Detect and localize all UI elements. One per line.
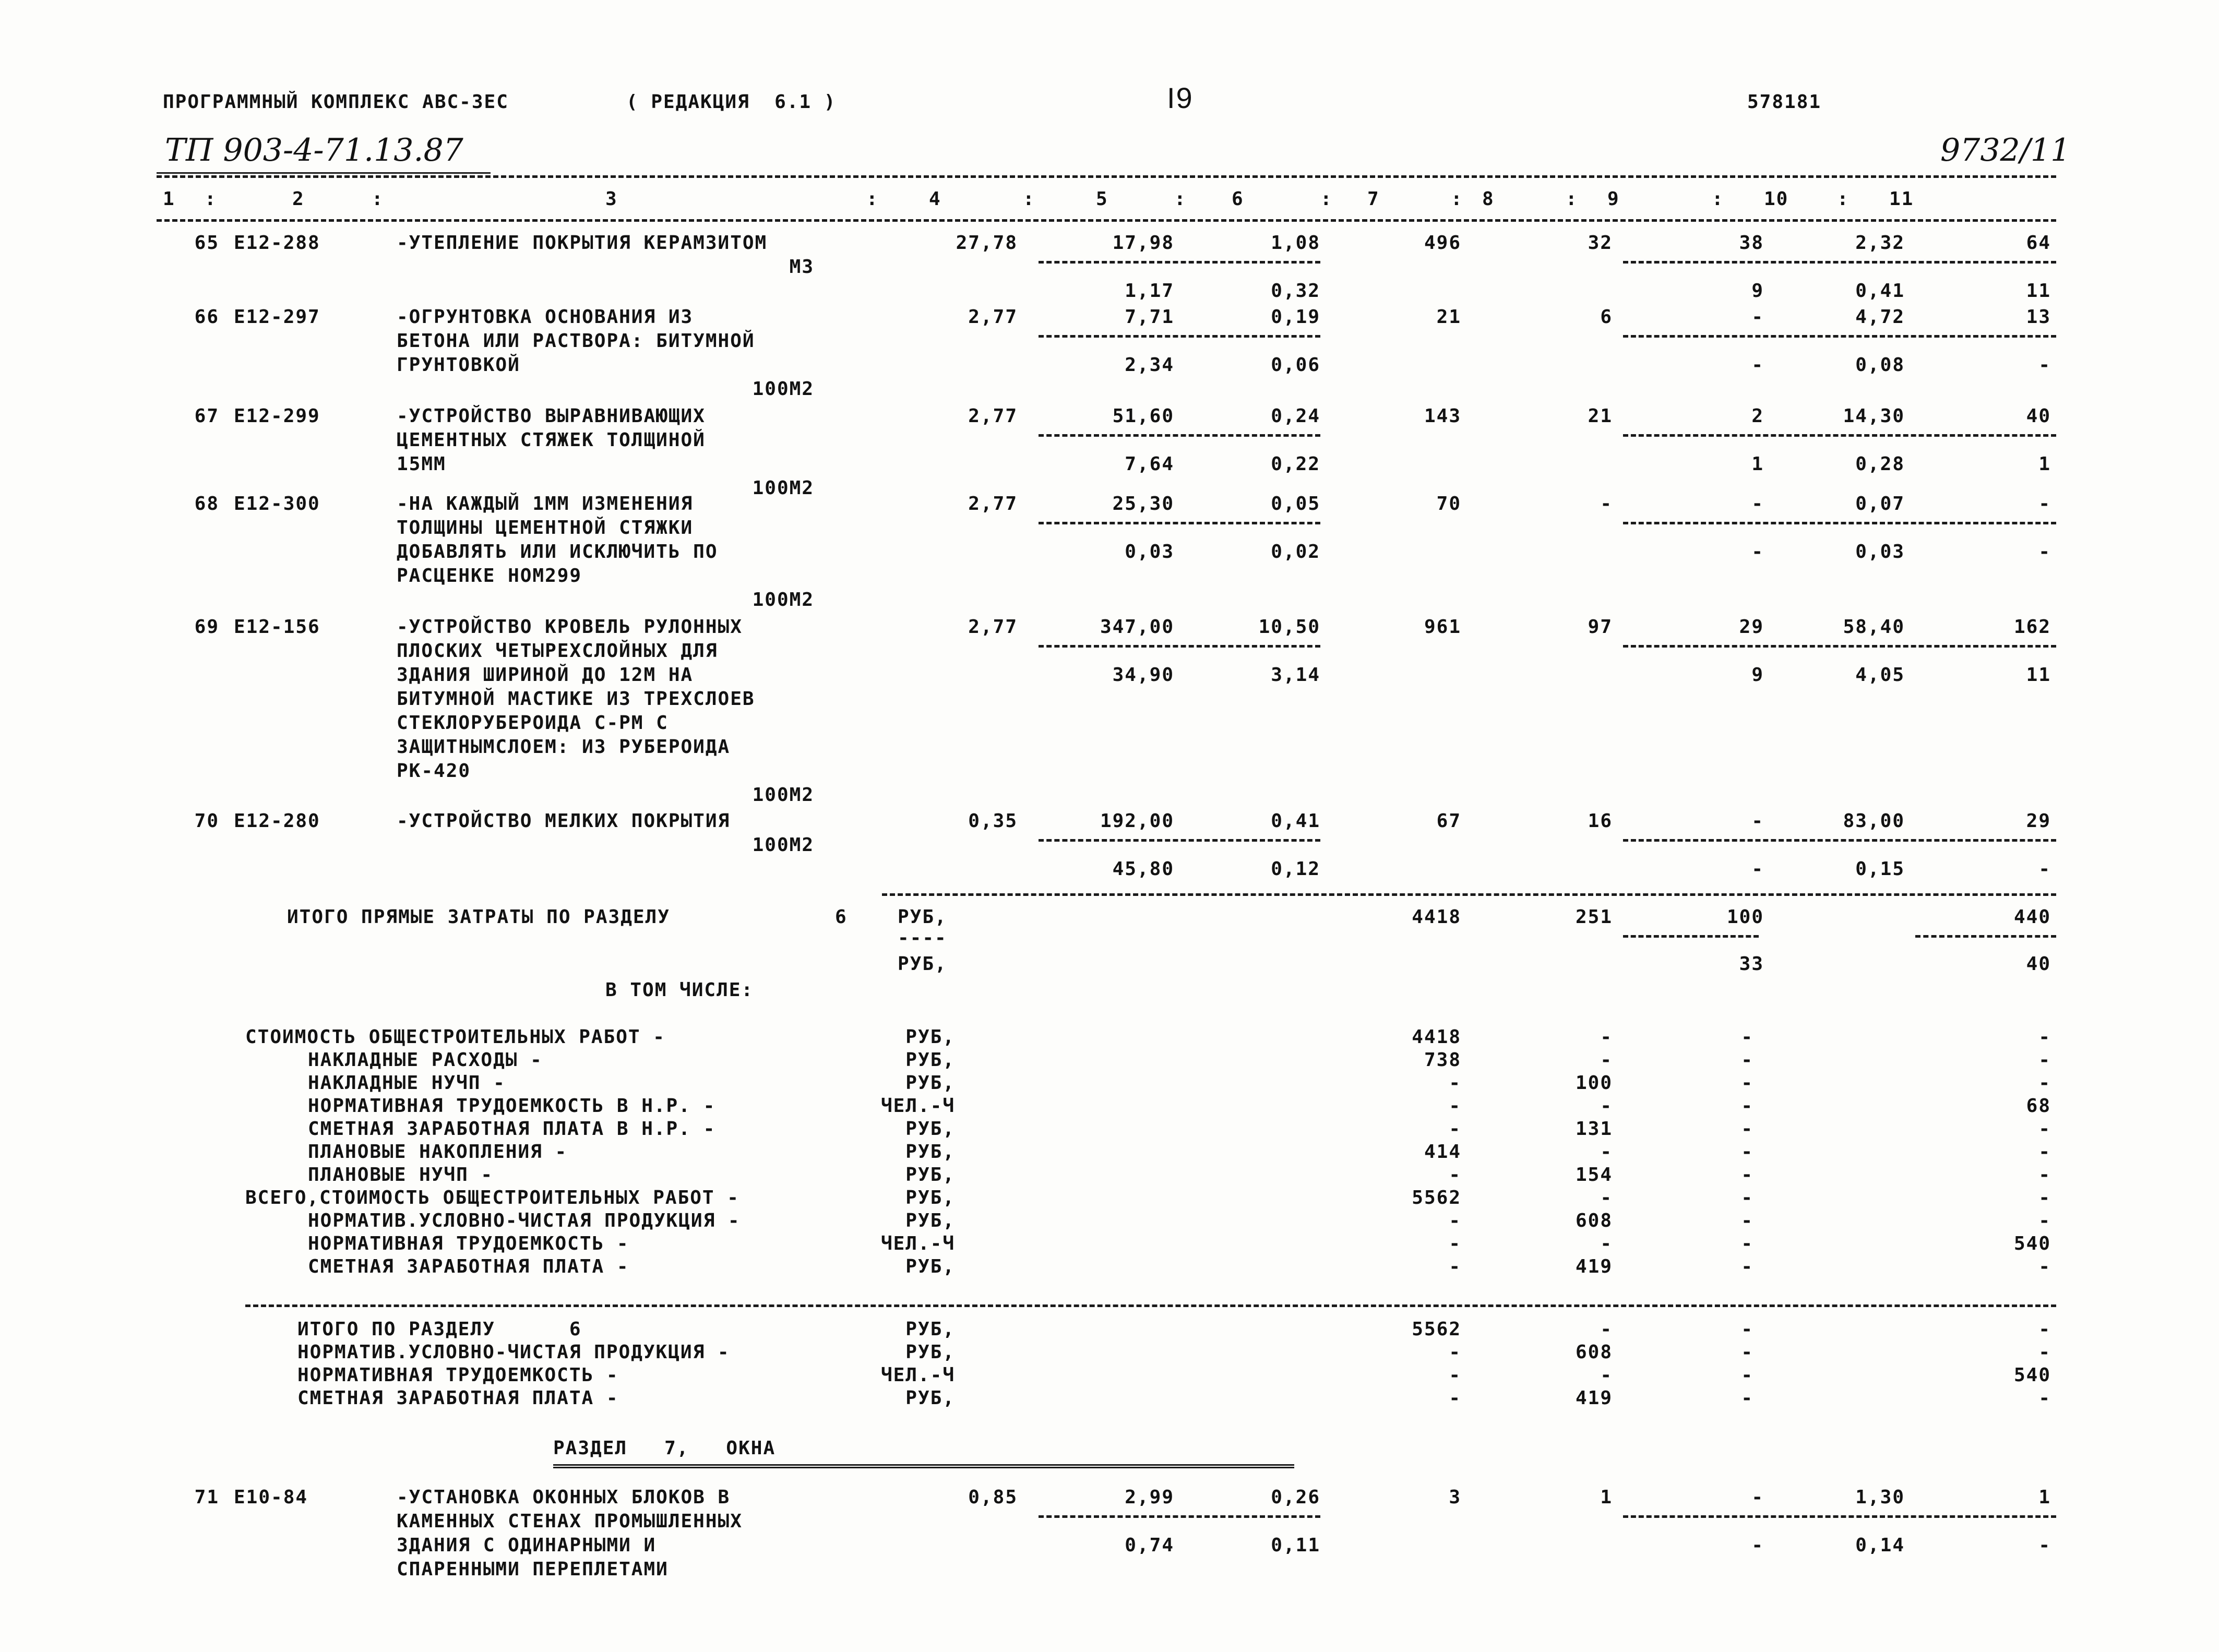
column-header-1: :: [205, 188, 217, 210]
breakdown-col9: -: [1741, 1049, 1753, 1071]
item-col11: 29: [2026, 810, 2051, 832]
item-col10: 2,32: [1855, 232, 1905, 254]
column-header-7: :: [1023, 188, 1035, 210]
column-header-9: :: [1174, 188, 1187, 210]
item-col9-wages: 9: [1751, 664, 1764, 686]
item-col5-price: 17,98: [1112, 232, 1174, 254]
item-col11: 40: [2026, 405, 2051, 427]
breakdown-col7: -: [1449, 1164, 1461, 1186]
breakdown-label: ПЛАНОВЫЕ НАКОПЛЕНИЯ -: [308, 1141, 568, 1163]
breakdown-unit: ЧЕЛ.-Ч: [880, 1233, 955, 1254]
column-header-17: :: [1712, 188, 1724, 210]
item-col8-cost: 32: [1588, 232, 1613, 254]
column-header-0: 1: [163, 188, 175, 210]
breakdown-label: ВСЕГО,СТОИМОСТЬ ОБЩЕСТРОИТЕЛЬНЫХ РАБОТ -: [245, 1187, 739, 1208]
item-col4-quantity: 2,77: [968, 405, 1018, 427]
breakdown-unit: РУБ,: [905, 1072, 955, 1094]
breakdown-col11: -: [2038, 1026, 2051, 1048]
item-col7-cost: 21: [1436, 306, 1461, 328]
item-col10-wages: 4,05: [1855, 664, 1905, 686]
breakdown-col8: -: [1600, 1095, 1613, 1117]
column-header-18: 10: [1764, 188, 1789, 210]
item-description-line: -ОГРУНТОВКА ОСНОВАНИЯ ИЗ: [397, 306, 694, 328]
section-total-col7: -: [1449, 1387, 1461, 1409]
breakdown-col7: 5562: [1412, 1187, 1461, 1208]
item-code: Е12-280: [234, 810, 320, 832]
item-code: Е12-156: [234, 616, 320, 638]
section-total-col7: -: [1449, 1342, 1461, 1363]
breakdown-col8: -: [1600, 1141, 1613, 1163]
item-col6-price: 0,26: [1271, 1487, 1320, 1508]
handwritten-sheet-number: 9732/11: [1940, 132, 2071, 169]
column-header-16: 9: [1607, 188, 1620, 210]
breakdown-label: СТОИМОСТЬ ОБЩЕСТРОИТЕЛЬНЫХ РАБОТ -: [245, 1026, 665, 1048]
item-col9: 38: [1739, 232, 1764, 254]
item-col5-price: 192,00: [1100, 810, 1174, 832]
section-total-col8: -: [1600, 1364, 1613, 1386]
breakdown-label: ПЛАНОВЫЕ НУЧП -: [308, 1164, 494, 1186]
breakdown-col8: -: [1600, 1187, 1613, 1208]
column-header-8: 5: [1096, 188, 1108, 210]
item-unit: М3: [789, 256, 814, 278]
breakdown-col7: 4418: [1412, 1026, 1461, 1048]
item-code: Е10-84: [234, 1487, 308, 1508]
item-sub-rule: [1039, 522, 1320, 524]
item-description-line: ПЛОСКИХ ЧЕТЫРЕХСЛОЙНЫХ ДЛЯ: [397, 640, 718, 662]
item-description-line: СПАРЕННЫМИ ПЕРЕПЛЕТАМИ: [397, 1559, 669, 1580]
breakdown-unit: РУБ,: [905, 1141, 955, 1163]
item-col11-wages: -: [2038, 1535, 2051, 1556]
item-col11: 1: [2038, 1487, 2051, 1508]
breakdown-unit: РУБ,: [905, 1187, 955, 1208]
item-col5-price: 7,71: [1125, 306, 1174, 328]
item-unit: 100М2: [752, 477, 814, 499]
item-description-line: ЦЕМЕНТНЫХ СТЯЖЕК ТОЛЩИНОЙ: [397, 429, 706, 451]
total-sub-rule: [1915, 935, 2056, 938]
item-col6-price: 0,41: [1271, 810, 1320, 832]
breakdown-col9: -: [1741, 1095, 1753, 1117]
breakdown-unit: РУБ,: [905, 1118, 955, 1140]
item-col11: 13: [2026, 306, 2051, 328]
column-header-20: 11: [1889, 188, 1914, 210]
item-col8-cost: 6: [1600, 306, 1613, 328]
items-end-rule: [882, 893, 2056, 896]
breakdown-label: НАКЛАДНЫЕ НУЧП -: [308, 1072, 506, 1094]
breakdown-col9: -: [1741, 1118, 1753, 1140]
item-col9-wages: 9: [1751, 280, 1764, 302]
column-header-14: 8: [1482, 188, 1495, 210]
total-direct-unit-separator: ----: [898, 927, 947, 949]
item-description-line: РК-420: [397, 760, 471, 782]
breakdown-col11: -: [2038, 1210, 2051, 1231]
item-description-line: ЗДАНИЯ С ОДИНАРНЫМИ И: [397, 1535, 657, 1556]
handwritten-underline-left: [157, 172, 491, 174]
item-col6-price: 10,50: [1258, 616, 1320, 638]
column-header-11: :: [1320, 188, 1333, 210]
section-total-label: СМЕТНАЯ ЗАРАБОТНАЯ ПЛАТА -: [297, 1387, 619, 1409]
item-sub-rule: [1623, 839, 2056, 842]
column-header-19: :: [1837, 188, 1850, 210]
breakdown-col11: -: [2038, 1049, 2051, 1071]
document-number: 578181: [1747, 91, 1822, 113]
breakdown-col9: -: [1741, 1072, 1753, 1094]
item-col10: 14,30: [1843, 405, 1905, 427]
item-col10-wages: 0,41: [1855, 280, 1905, 302]
total-direct-col7: 4418: [1412, 906, 1461, 928]
item-col9: 2: [1751, 405, 1764, 427]
column-header-4: 3: [605, 188, 618, 210]
item-col10-wages: 0,08: [1855, 354, 1905, 376]
item-description-line: -УТЕПЛЕНИЕ ПОКРЫТИЯ КЕРАМЗИТОМ: [397, 232, 768, 254]
item-col9-wages: -: [1751, 1535, 1764, 1556]
item-col5-price: 25,30: [1112, 493, 1174, 514]
item-col7-cost: 67: [1436, 810, 1461, 832]
item-col9-wages: -: [1751, 541, 1764, 562]
total-direct-label: ИТОГО ПРЯМЫЕ ЗАТРАТЫ ПО РАЗДЕЛУ: [287, 906, 670, 928]
section-total-col7: 5562: [1412, 1319, 1461, 1340]
item-sub-rule: [1039, 335, 1320, 338]
section-total-col11: -: [2038, 1387, 2051, 1409]
item-col8-cost: -: [1600, 493, 1613, 514]
item-col6-wages: 0,32: [1271, 280, 1320, 302]
item-col6-wages: 0,02: [1271, 541, 1320, 562]
section-total-col9: -: [1741, 1342, 1753, 1363]
section7-title: РАЗДЕЛ 7, ОКНА: [553, 1438, 776, 1459]
breakdown-col7: -: [1449, 1256, 1461, 1277]
header-bottom-rule: [157, 219, 2056, 222]
column-header-12: 7: [1367, 188, 1380, 210]
item-col5-wages: 1,17: [1125, 280, 1174, 302]
item-col6-wages: 3,14: [1271, 664, 1320, 686]
breakdown-unit: РУБ,: [905, 1026, 955, 1048]
breakdown-label: НОРМАТИВНАЯ ТРУДОЕМКОСТЬ В Н.Р. -: [308, 1095, 716, 1117]
section-total-unit: РУБ,: [905, 1319, 955, 1340]
item-description-line: -УСТРОЙСТВО КРОВЕЛЬ РУЛОННЫХ: [397, 616, 743, 638]
item-col5-wages: 45,80: [1112, 858, 1174, 880]
item-col4-quantity: 2,77: [968, 616, 1018, 638]
item-col7-cost: 496: [1424, 232, 1461, 254]
item-col5-price: 2,99: [1125, 1487, 1174, 1508]
item-sub-rule: [1623, 261, 2056, 264]
item-col4-quantity: 27,78: [956, 232, 1018, 254]
column-header-6: 4: [929, 188, 941, 210]
item-col9: -: [1751, 493, 1764, 514]
item-col4-quantity: 2,77: [968, 306, 1018, 328]
section-total-col7: -: [1449, 1364, 1461, 1386]
item-col7-cost: 143: [1424, 405, 1461, 427]
total-direct-unit-2: РУБ,: [898, 953, 947, 975]
item-col8-cost: 16: [1588, 810, 1613, 832]
item-col11-wages: -: [2038, 858, 2051, 880]
item-number: 70: [194, 810, 219, 832]
item-col10-wages: 0,28: [1855, 453, 1905, 475]
including-label: В ТОМ ЧИСЛЕ:: [605, 979, 754, 1001]
item-sub-rule: [1039, 839, 1320, 842]
total-direct-col9-wages: 33: [1739, 953, 1764, 975]
section-total-col8: 419: [1575, 1387, 1613, 1409]
breakdown-unit: ЧЕЛ.-Ч: [880, 1095, 955, 1117]
breakdown-label: НОРМАТИВНАЯ ТРУДОЕМКОСТЬ -: [308, 1233, 629, 1254]
item-col11: -: [2038, 493, 2051, 514]
breakdown-col7: 738: [1424, 1049, 1461, 1071]
item-col10-wages: 0,15: [1855, 858, 1905, 880]
item-description-line: КАМЕННЫХ СТЕНАХ ПРОМЫШЛЕННЫХ: [397, 1511, 743, 1532]
item-description-line: ТОЛЩИНЫ ЦЕМЕНТНОЙ СТЯЖКИ: [397, 517, 694, 538]
breakdown-col9: -: [1741, 1187, 1753, 1208]
column-header-13: :: [1451, 188, 1463, 210]
section7-underline: [553, 1464, 1294, 1468]
item-number: 71: [194, 1487, 219, 1508]
item-number: 66: [194, 306, 219, 328]
item-col11-wages: 1: [2038, 453, 2051, 475]
section-total-col11: -: [2038, 1319, 2051, 1340]
breakdown-col11: 540: [2013, 1233, 2051, 1254]
breakdown-col7: -: [1449, 1095, 1461, 1117]
breakdown-unit: РУБ,: [905, 1210, 955, 1231]
header-top-rule: [157, 175, 2056, 178]
item-sub-rule: [1623, 645, 2056, 648]
section-total-col9: -: [1741, 1364, 1753, 1386]
item-description-line: ЗДАНИЯ ШИРИНОЙ ДО 12М НА: [397, 664, 694, 686]
item-col11-wages: 11: [2026, 280, 2051, 302]
total-direct-col11-wages: 40: [2026, 953, 2051, 975]
item-col5-wages: 0,74: [1125, 1535, 1174, 1556]
breakdown-col11: -: [2038, 1164, 2051, 1186]
item-number: 65: [194, 232, 219, 254]
breakdown-col8: -: [1600, 1026, 1613, 1048]
column-header-3: :: [372, 188, 384, 210]
column-header-15: :: [1566, 188, 1578, 210]
item-col10: 1,30: [1855, 1487, 1905, 1508]
breakdown-unit: РУБ,: [905, 1049, 955, 1071]
item-description-line: -УСТРОЙСТВО ВЫРАВНИВАЮЩИХ: [397, 405, 706, 427]
item-col5-price: 347,00: [1100, 616, 1174, 638]
item-col10: 58,40: [1843, 616, 1905, 638]
item-code: Е12-300: [234, 493, 320, 514]
breakdown-label: СМЕТНАЯ ЗАРАБОТНАЯ ПЛАТА -: [308, 1256, 629, 1277]
section-total-unit: ЧЕЛ.-Ч: [880, 1364, 955, 1386]
breakdown-col8: -: [1600, 1049, 1613, 1071]
breakdown-col9: -: [1741, 1026, 1753, 1048]
item-col8-cost: 97: [1588, 616, 1613, 638]
column-header-5: :: [866, 188, 879, 210]
section-total-col8: 608: [1575, 1342, 1613, 1363]
breakdown-col7: 414: [1424, 1141, 1461, 1163]
breakdown-col9: -: [1741, 1233, 1753, 1254]
program-title: ПРОГРАММНЫЙ КОМПЛЕКС АВС-ЗЕС: [163, 91, 509, 113]
breakdown-col11: -: [2038, 1256, 2051, 1277]
item-unit: 100М2: [752, 784, 814, 806]
section-total-col9: -: [1741, 1319, 1753, 1340]
item-description-line: 15ММ: [397, 453, 446, 475]
item-sub-rule: [1623, 522, 2056, 524]
item-col9-wages: 1: [1751, 453, 1764, 475]
item-code: Е12-299: [234, 405, 320, 427]
item-col5-price: 51,60: [1112, 405, 1174, 427]
item-col8-cost: 21: [1588, 405, 1613, 427]
item-col5-wages: 34,90: [1112, 664, 1174, 686]
item-description-line: -УСТАНОВКА ОКОННЫХ БЛОКОВ В: [397, 1487, 731, 1508]
item-col11-wages: -: [2038, 541, 2051, 562]
handwritten-project-code: ТП 903-4-71.13.87: [165, 132, 463, 169]
item-col11-wages: 11: [2026, 664, 2051, 686]
section-total-col9: -: [1741, 1387, 1753, 1409]
item-col10: 83,00: [1843, 810, 1905, 832]
breakdown-col8: 100: [1575, 1072, 1613, 1094]
total-direct-unit: РУБ,: [898, 906, 947, 928]
section-total-unit: РУБ,: [905, 1342, 955, 1363]
item-col5-wages: 7,64: [1125, 453, 1174, 475]
breakdown-col7: -: [1449, 1210, 1461, 1231]
item-description-line: БЕТОНА ИЛИ РАСТВОРА: БИТУМНОЙ: [397, 330, 755, 352]
item-col4-quantity: 0,35: [968, 810, 1018, 832]
item-sub-rule: [1623, 434, 2056, 437]
item-col10: 4,72: [1855, 306, 1905, 328]
breakdown-col7: -: [1449, 1233, 1461, 1254]
breakdown-col8: -: [1600, 1233, 1613, 1254]
item-col9: 29: [1739, 616, 1764, 638]
item-col9: -: [1751, 306, 1764, 328]
item-col6-wages: 0,11: [1271, 1535, 1320, 1556]
breakdown-label: СМЕТНАЯ ЗАРАБОТНАЯ ПЛАТА В Н.Р. -: [308, 1118, 716, 1140]
item-sub-rule: [1039, 645, 1320, 648]
breakdown-col8: 131: [1575, 1118, 1613, 1140]
breakdown-col9: -: [1741, 1256, 1753, 1277]
item-description-line: СТЕКЛОРУБЕРОИДА С-РМ С: [397, 712, 669, 734]
total-direct-section: 6: [835, 906, 848, 928]
section-total-col11: -: [2038, 1342, 2051, 1363]
section-total-label: ИТОГО ПО РАЗДЕЛУ 6: [297, 1319, 582, 1340]
item-sub-rule: [1623, 335, 2056, 338]
total-direct-col9: 100: [1726, 906, 1764, 928]
item-description-line: РАСЦЕНКЕ НОМ299: [397, 565, 582, 586]
item-col6-price: 0,24: [1271, 405, 1320, 427]
item-unit: 100М2: [752, 378, 814, 400]
item-sub-rule: [1623, 1515, 2056, 1518]
breakdown-col8: 154: [1575, 1164, 1613, 1186]
item-description-line: ГРУНТОВКОЙ: [397, 354, 520, 376]
item-code: Е12-297: [234, 306, 320, 328]
breakdown-unit: РУБ,: [905, 1256, 955, 1277]
item-sub-rule: [1039, 261, 1320, 264]
item-col10-wages: 0,03: [1855, 541, 1905, 562]
item-col10: 0,07: [1855, 493, 1905, 514]
breakdown-col11: 68: [2026, 1095, 2051, 1117]
item-sub-rule: [1039, 434, 1320, 437]
item-col4-quantity: 0,85: [968, 1487, 1018, 1508]
section-total-col11: 540: [2013, 1364, 2051, 1386]
breakdown-col11: -: [2038, 1072, 2051, 1094]
column-header-10: 6: [1232, 188, 1244, 210]
breakdown-col9: -: [1741, 1141, 1753, 1163]
total-direct-col8: 251: [1575, 906, 1613, 928]
breakdown-col9: -: [1741, 1210, 1753, 1231]
breakdown-col7: -: [1449, 1118, 1461, 1140]
item-description-line: ДОБАВЛЯТЬ ИЛИ ИСКЛЮЧИТЬ ПО: [397, 541, 718, 562]
item-number: 69: [194, 616, 219, 638]
breakdown-label: НОРМАТИВ.УСЛОВНО-ЧИСТАЯ ПРОДУКЦИЯ -: [308, 1210, 741, 1231]
item-number: 68: [194, 493, 219, 514]
item-description-line: -УСТРОЙСТВО МЕЛКИХ ПОКРЫТИЯ: [397, 810, 731, 832]
item-col6-wages: 0,12: [1271, 858, 1320, 880]
section-total-label: НОРМАТИВ.УСЛОВНО-ЧИСТАЯ ПРОДУКЦИЯ -: [297, 1342, 730, 1363]
breakdown-col8: 419: [1575, 1256, 1613, 1277]
item-col5-wages: 2,34: [1125, 354, 1174, 376]
item-col7-cost: 961: [1424, 616, 1461, 638]
breakdown-label: НАКЛАДНЫЕ РАСХОДЫ -: [308, 1049, 543, 1071]
breakdown-unit: РУБ,: [905, 1164, 955, 1186]
item-col6-price: 0,05: [1271, 493, 1320, 514]
breakdown-col11: -: [2038, 1118, 2051, 1140]
page-number: I9: [1167, 81, 1194, 114]
item-col10-wages: 0,14: [1855, 1535, 1905, 1556]
item-col6-price: 0,19: [1271, 306, 1320, 328]
item-unit: 100М2: [752, 834, 814, 856]
item-col6-wages: 0,22: [1271, 453, 1320, 475]
section-total-col8: -: [1600, 1319, 1613, 1340]
item-description-line: БИТУМНОЙ МАСТИКЕ ИЗ ТРЕХСЛОЕВ: [397, 688, 755, 710]
item-col7-cost: 3: [1449, 1487, 1461, 1508]
item-col4-quantity: 2,77: [968, 493, 1018, 514]
section-total-unit: РУБ,: [905, 1387, 955, 1409]
item-col6-wages: 0,06: [1271, 354, 1320, 376]
edition-label: ( РЕДАКЦИЯ 6.1 ): [626, 91, 837, 113]
item-description-line: ЗАЩИТНЫМСЛОЕМ: ИЗ РУБЕРОИДА: [397, 736, 731, 758]
item-col11-wages: -: [2038, 354, 2051, 376]
item-sub-rule: [1039, 1515, 1320, 1518]
item-code: Е12-288: [234, 232, 320, 254]
item-col6-price: 1,08: [1271, 232, 1320, 254]
item-col7-cost: 70: [1436, 493, 1461, 514]
column-header-2: 2: [292, 188, 305, 210]
item-col9-wages: -: [1751, 858, 1764, 880]
item-col9: -: [1751, 1487, 1764, 1508]
breakdown-col7: -: [1449, 1072, 1461, 1094]
breakdown-col9: -: [1741, 1164, 1753, 1186]
item-col5-wages: 0,03: [1125, 541, 1174, 562]
breakdown-col11: -: [2038, 1187, 2051, 1208]
section-total-label: НОРМАТИВНАЯ ТРУДОЕМКОСТЬ -: [297, 1364, 619, 1386]
item-unit: 100М2: [752, 589, 814, 610]
item-col8-cost: 1: [1600, 1487, 1613, 1508]
item-col9: -: [1751, 810, 1764, 832]
item-col9-wages: -: [1751, 354, 1764, 376]
total-direct-col11: 440: [2013, 906, 2051, 928]
item-col11: 64: [2026, 232, 2051, 254]
item-number: 67: [194, 405, 219, 427]
item-description-line: -НА КАЖДЫЙ 1ММ ИЗМЕНЕНИЯ: [397, 493, 694, 514]
item-col11: 162: [2013, 616, 2051, 638]
total-sub-rule: [1623, 935, 1759, 938]
breakdown-col8: 608: [1575, 1210, 1613, 1231]
breakdown-col11: -: [2038, 1141, 2051, 1163]
breakdown-end-rule: [245, 1304, 2056, 1307]
